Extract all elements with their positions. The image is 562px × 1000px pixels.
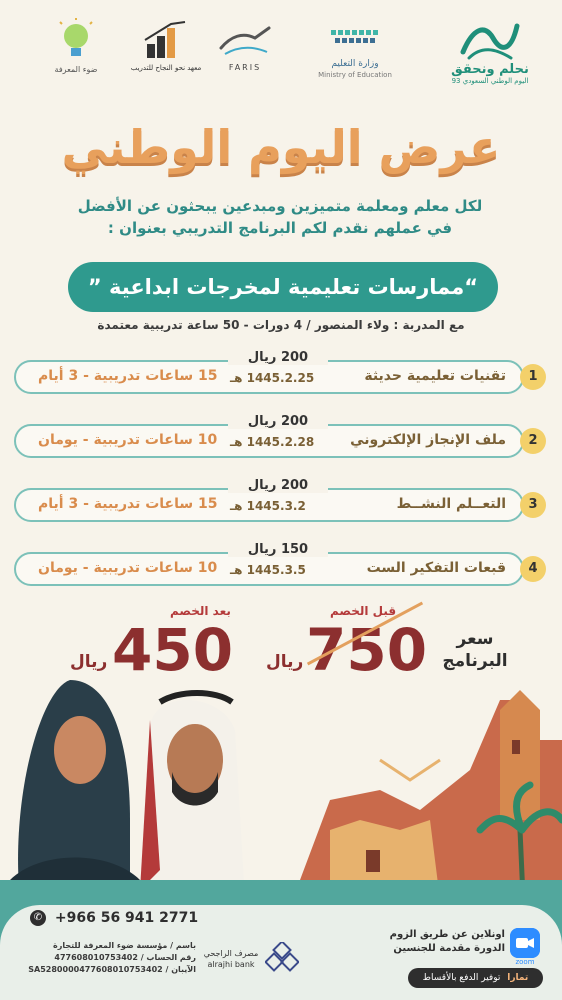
course-date: 1445.2.25 هـ xyxy=(230,371,315,385)
lightbulb-icon xyxy=(56,18,96,64)
trainer-line: مع المدربة : ولاء المنصور / 4 دورات - 50 ساعة تدريبية معتمدة xyxy=(97,318,465,332)
tower-window xyxy=(512,740,520,754)
zoom-info xyxy=(360,928,505,956)
bank-info xyxy=(16,940,196,976)
bank-name-en: alrajhi bank xyxy=(207,960,255,969)
logos-row xyxy=(0,18,562,108)
program-title-banner: “ممارسات تعليمية لمخرجات ابداعية ” xyxy=(68,262,498,312)
before-discount-label: قبل الخصم xyxy=(330,604,397,618)
course-hours: 15 ساعات تدريبية - 3 أيام xyxy=(38,496,218,512)
zoom-online-text: اونلاين عن طريق الزوم xyxy=(389,929,505,940)
door xyxy=(366,850,380,872)
bank-account-number: رقم الحساب / 477608010753402 xyxy=(54,953,196,962)
tamara-text: توفير الدفع بالأقساط xyxy=(422,973,501,983)
course-name: التعــلم النشــط xyxy=(396,496,506,512)
moe-dots-icon xyxy=(325,18,385,58)
course-row xyxy=(14,414,546,474)
course-price: 200 ريال xyxy=(228,478,328,493)
bank-account-holder: باسم / مؤسسة ضوء المعرفة للتجارة xyxy=(53,941,196,950)
course-number: 1 xyxy=(520,364,546,390)
course-price: 150 ريال xyxy=(228,542,328,557)
intro-text xyxy=(20,195,540,239)
zoom-audience-text: الدورة مقدمة للجنسين xyxy=(393,943,505,954)
course-name: قبعات التفكير الست xyxy=(366,560,506,576)
program-price-label-2: البرنامج xyxy=(442,651,508,671)
after-discount-currency: ريال xyxy=(70,652,108,672)
zoom-camera-icon xyxy=(510,928,540,958)
najah-name: معهد نحو النجاح للتدريب xyxy=(130,64,202,72)
course-number: 2 xyxy=(520,428,546,454)
moe-name-en: Ministry of Education xyxy=(318,71,392,79)
course-hours: 10 ساعات تدريبية - يومان xyxy=(38,560,218,576)
whatsapp-icon: ✆ xyxy=(30,910,46,926)
program-price-label xyxy=(432,628,518,672)
before-discount-currency: ريال xyxy=(266,652,304,672)
before-discount-price: 750 xyxy=(306,616,428,684)
course-row xyxy=(14,478,546,538)
bank-name-ar: مصرف الراجحي xyxy=(203,949,259,958)
moe-logo xyxy=(300,18,410,80)
tamara-brand: تمارا xyxy=(507,973,529,983)
course-number: 3 xyxy=(520,492,546,518)
flag-line xyxy=(380,760,440,780)
course-name: تقنيات تعليمية حديثة xyxy=(364,368,506,384)
dhaw-logo xyxy=(46,18,106,76)
moe-name-ar: وزارة التعليم xyxy=(331,59,379,69)
course-price: 200 ريال xyxy=(228,414,328,429)
course-row xyxy=(14,350,546,410)
tamara-badge xyxy=(408,968,543,988)
bank-iban: الآيبان / SA5280000477608010753402 xyxy=(28,965,196,974)
course-date: 1445.3.2 هـ xyxy=(230,499,306,513)
after-discount-price: 450 xyxy=(112,616,234,684)
course-price: 200 ريال xyxy=(228,350,328,365)
alrajhi-logo-icon xyxy=(265,942,299,976)
national-day-calligraphy-icon xyxy=(455,18,525,64)
course-hours: 10 ساعات تدريبية - يومان xyxy=(38,432,218,448)
najah-bars-icon xyxy=(141,18,191,62)
najah-logo xyxy=(126,18,206,74)
faris-logo xyxy=(210,18,280,74)
course-row xyxy=(14,542,546,602)
intro-line-2: في عملهم نقدم لكم البرنامج التدريبي بعنوان : xyxy=(107,219,453,237)
phone-number: +966 56 941 2771 xyxy=(54,910,199,926)
after-discount-label: بعد الخصم xyxy=(170,604,231,618)
national-day-caption: اليوم الوطني السعودي 93 xyxy=(451,77,529,85)
program-price-label-1: سعر xyxy=(456,629,494,649)
page-title: عرض اليوم الوطني xyxy=(61,120,501,174)
national-day-slogan: نحلم ونحقق xyxy=(451,62,529,77)
dhaw-name: ضوء المعرفة xyxy=(54,65,98,74)
whatsapp-contact[interactable] xyxy=(30,910,198,926)
faris-horse-icon xyxy=(215,18,275,62)
course-hours: 15 ساعات تدريبية - 3 أيام xyxy=(38,368,218,384)
man-agal xyxy=(160,693,232,702)
course-date: 1445.2.28 هـ xyxy=(230,435,315,449)
course-name: ملف الإنجاز الإلكتروني xyxy=(350,432,506,448)
bank-name xyxy=(198,948,264,970)
intro-line-1: لكل معلم ومعلمة متميزين ومبدعين يبحثون عن الأفضل xyxy=(77,197,483,215)
course-number: 4 xyxy=(520,556,546,582)
zoom-caption: zoom xyxy=(515,958,535,966)
course-date: 1445.3.5 هـ xyxy=(230,563,306,577)
woman-face xyxy=(54,716,106,784)
national-day-logo xyxy=(430,18,550,86)
faris-name: FARIS xyxy=(228,63,262,72)
